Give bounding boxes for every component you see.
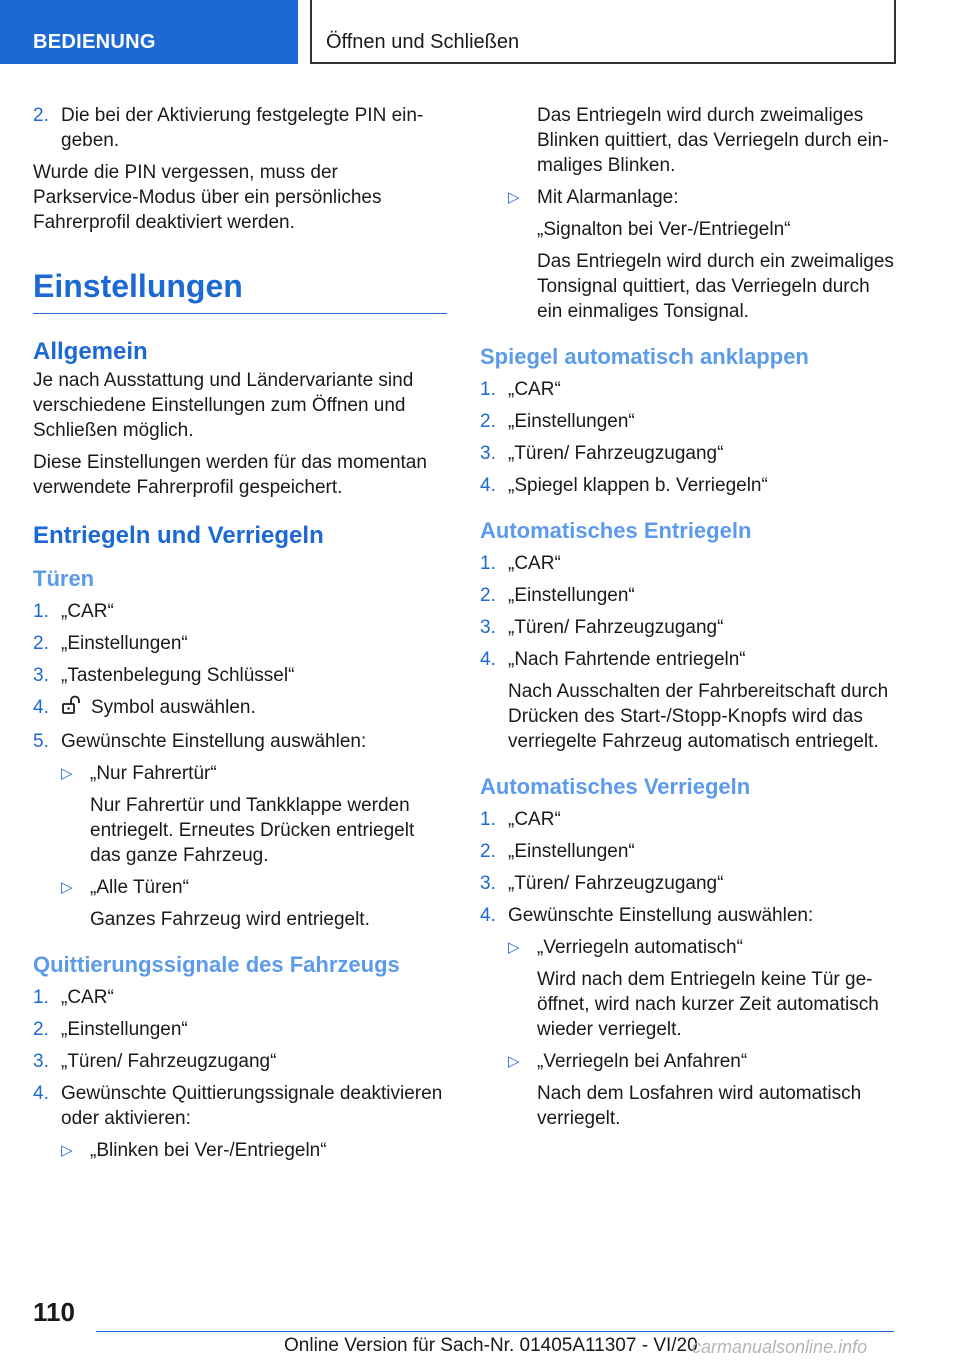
topic-heading: Spiegel automatisch anklappen bbox=[480, 344, 809, 369]
topic-heading: Automatisches Entriegeln bbox=[480, 518, 752, 543]
subsection-heading: Entriegeln und Verriegeln bbox=[33, 522, 324, 549]
list-item bbox=[33, 663, 447, 688]
list-text: „Türen/ Fahrzeugzugang“ bbox=[508, 873, 724, 894]
paragraph: Je nach Ausstattung und Ländervariante sind verschiedene Einstellungen zum Öffnen und Schließen möglich. bbox=[33, 370, 414, 441]
list-text: „Türen/ Fahrzeugzugang“ bbox=[508, 443, 724, 464]
list-number: 4. bbox=[33, 697, 49, 718]
footer-version: Online Version für Sach-Nr. 01405A11307 - VI/20 bbox=[284, 1335, 698, 1356]
topic-heading: Türen bbox=[33, 566, 95, 591]
triangle-right-icon: ▷ bbox=[508, 189, 520, 206]
list-text: Symbol auswählen. bbox=[91, 697, 256, 718]
bullet-description: Das Entriegeln wird durch zweimaliges Blinken quittiert, das Verriegeln durch einmaliges Blinken. bbox=[537, 105, 889, 176]
list-number: 2. bbox=[33, 105, 49, 126]
paragraph: Wurde die PIN vergessen, muss der Parkservice-Modus über ein persönliches Fahrerprofil deaktiviert werden. bbox=[33, 162, 382, 233]
left-column bbox=[33, 103, 447, 1170]
bullet-text: „Nur Fahrertür“ bbox=[90, 763, 217, 784]
list-text: „CAR“ bbox=[61, 987, 114, 1008]
list-item bbox=[480, 377, 900, 402]
bullet-description: Wird nach dem Entriegeln keine Tür geöffnet, wird nach kurzer Zeit automatisch wieder verriegelt. bbox=[537, 969, 879, 1040]
list-number: 2. bbox=[33, 1019, 49, 1040]
right-column bbox=[480, 103, 900, 1138]
list-text: „CAR“ bbox=[61, 601, 114, 622]
list-number: 2. bbox=[480, 411, 496, 432]
list-number: 1. bbox=[480, 379, 496, 400]
list-number: 5. bbox=[33, 731, 49, 752]
list-text: „Einstellungen“ bbox=[61, 1019, 188, 1040]
list-item bbox=[33, 599, 447, 624]
list-item bbox=[480, 551, 900, 576]
list-description: Nach Ausschalten der Fahrbereitschaft durch Drücken des Start-/Stopp-Knopfs wird das verriegelte Fahrzeug automatisch entriegelt. bbox=[508, 681, 889, 752]
list-number: 2. bbox=[33, 633, 49, 654]
list-number: 4. bbox=[480, 905, 496, 926]
list-item bbox=[480, 615, 900, 640]
list-item bbox=[33, 1049, 447, 1074]
subsection-heading: Allgemein bbox=[33, 338, 148, 365]
list-item bbox=[33, 985, 447, 1010]
list-number: 4. bbox=[480, 649, 496, 670]
triangle-right-icon: ▷ bbox=[508, 939, 520, 956]
bullet-item bbox=[480, 935, 900, 960]
bullet-description: Nur Fahrertür und Tankklappe werden entriegelt. Erneutes Drücken entriegelt das ganze Fahrzeug. bbox=[90, 795, 415, 866]
page-number: 110 bbox=[33, 1297, 75, 1327]
list-number: 4. bbox=[33, 1083, 49, 1104]
list-text: „Einstellungen“ bbox=[508, 411, 635, 432]
list-text: Gewünschte Einstellung auswählen: bbox=[61, 731, 367, 752]
list-item bbox=[33, 1017, 447, 1042]
list-text: Gewünschte Einstellung auswählen: bbox=[508, 905, 814, 926]
bullet-item bbox=[33, 875, 447, 900]
list-item bbox=[480, 839, 900, 864]
list-number: 2. bbox=[480, 585, 496, 606]
bullet-description: Nach dem Losfahren wird automatisch verriegelt. bbox=[537, 1083, 862, 1129]
list-number: 3. bbox=[33, 1051, 49, 1072]
topic-heading: Quittierungssignale des Fahrzeugs bbox=[33, 952, 400, 977]
watermark: carmanualsonline.info bbox=[692, 1337, 868, 1357]
list-text: „Einstellungen“ bbox=[508, 585, 635, 606]
bullet-subtext: „Signalton bei Ver-/Entriegeln“ bbox=[537, 219, 791, 240]
list-number: 3. bbox=[480, 617, 496, 638]
list-number: 3. bbox=[480, 443, 496, 464]
list-item bbox=[480, 903, 900, 928]
list-item bbox=[33, 631, 447, 656]
list-item bbox=[33, 695, 447, 722]
triangle-right-icon: ▷ bbox=[61, 765, 73, 782]
lock-open-icon bbox=[61, 695, 83, 722]
bullet-text: Mit Alarmanlage: bbox=[537, 187, 679, 208]
bullet-description: Ganzes Fahrzeug wird entriegelt. bbox=[90, 909, 370, 930]
chapter-tab bbox=[310, 0, 896, 64]
list-text: „Türen/ Fahrzeugzugang“ bbox=[61, 1051, 277, 1072]
list-item bbox=[33, 729, 447, 754]
list-item bbox=[480, 441, 900, 466]
bullet-text: „Alle Türen“ bbox=[90, 877, 189, 898]
list-text: „Tastenbelegung Schlüssel“ bbox=[61, 665, 295, 686]
list-item bbox=[480, 409, 900, 434]
list-text: Die bei der Aktivierung festgelegte PIN eingeben. bbox=[61, 105, 424, 151]
list-item bbox=[480, 583, 900, 608]
list-number: 2. bbox=[480, 841, 496, 862]
list-item bbox=[480, 807, 900, 832]
bullet-item bbox=[480, 185, 900, 210]
bullet-text: „Blinken bei Ver-/Entriegeln“ bbox=[90, 1140, 327, 1161]
list-item bbox=[480, 647, 900, 672]
list-text: „Spiegel klappen b. Verriegeln“ bbox=[508, 475, 768, 496]
bullet-item bbox=[33, 1138, 447, 1163]
list-text: „Türen/ Fahrzeugzugang“ bbox=[508, 617, 724, 638]
triangle-right-icon: ▷ bbox=[61, 879, 73, 896]
paragraph: Diese Einstellungen werden für das momentan verwendete Fahrerprofil gespeichert. bbox=[33, 452, 427, 498]
list-number: 3. bbox=[480, 873, 496, 894]
footer-divider bbox=[96, 1331, 894, 1332]
list-number: 1. bbox=[33, 987, 49, 1008]
list-number: 1. bbox=[480, 553, 496, 574]
list-text: Gewünschte Quittierungssignale deaktivieren oder aktivieren: bbox=[61, 1083, 443, 1129]
list-text: „Nach Fahrtende entriegeln“ bbox=[508, 649, 746, 670]
list-item bbox=[33, 103, 447, 153]
section-heading: Einstellungen bbox=[33, 267, 447, 314]
section-title: BEDIENUNG bbox=[33, 31, 156, 53]
bullet-description: Das Entriegeln wird durch ein zweimaliges Tonsignal quittiert, das Verriegeln durch ein einmaliges Tonsignal. bbox=[537, 251, 894, 322]
chapter-title: Öffnen und Schließen bbox=[326, 31, 520, 53]
list-text: „Einstellungen“ bbox=[61, 633, 188, 654]
list-number: 3. bbox=[33, 665, 49, 686]
list-number: 1. bbox=[33, 601, 49, 622]
section-tab bbox=[0, 0, 298, 64]
list-text: „CAR“ bbox=[508, 809, 561, 830]
list-number: 4. bbox=[480, 475, 496, 496]
triangle-right-icon: ▷ bbox=[508, 1053, 520, 1070]
topic-heading: Automatisches Verriegeln bbox=[480, 774, 751, 799]
list-text: „CAR“ bbox=[508, 553, 561, 574]
list-item bbox=[480, 473, 900, 498]
bullet-text: „Verriegeln bei Anfahren“ bbox=[537, 1051, 748, 1072]
bullet-text: „Verriegeln automatisch“ bbox=[537, 937, 743, 958]
list-number: 1. bbox=[480, 809, 496, 830]
list-item bbox=[480, 871, 900, 896]
list-item bbox=[33, 1081, 447, 1131]
list-text: „Einstellungen“ bbox=[508, 841, 635, 862]
list-text: „CAR“ bbox=[508, 379, 561, 400]
triangle-right-icon: ▷ bbox=[61, 1142, 73, 1159]
bullet-item bbox=[33, 761, 447, 786]
bullet-item bbox=[480, 1049, 900, 1074]
